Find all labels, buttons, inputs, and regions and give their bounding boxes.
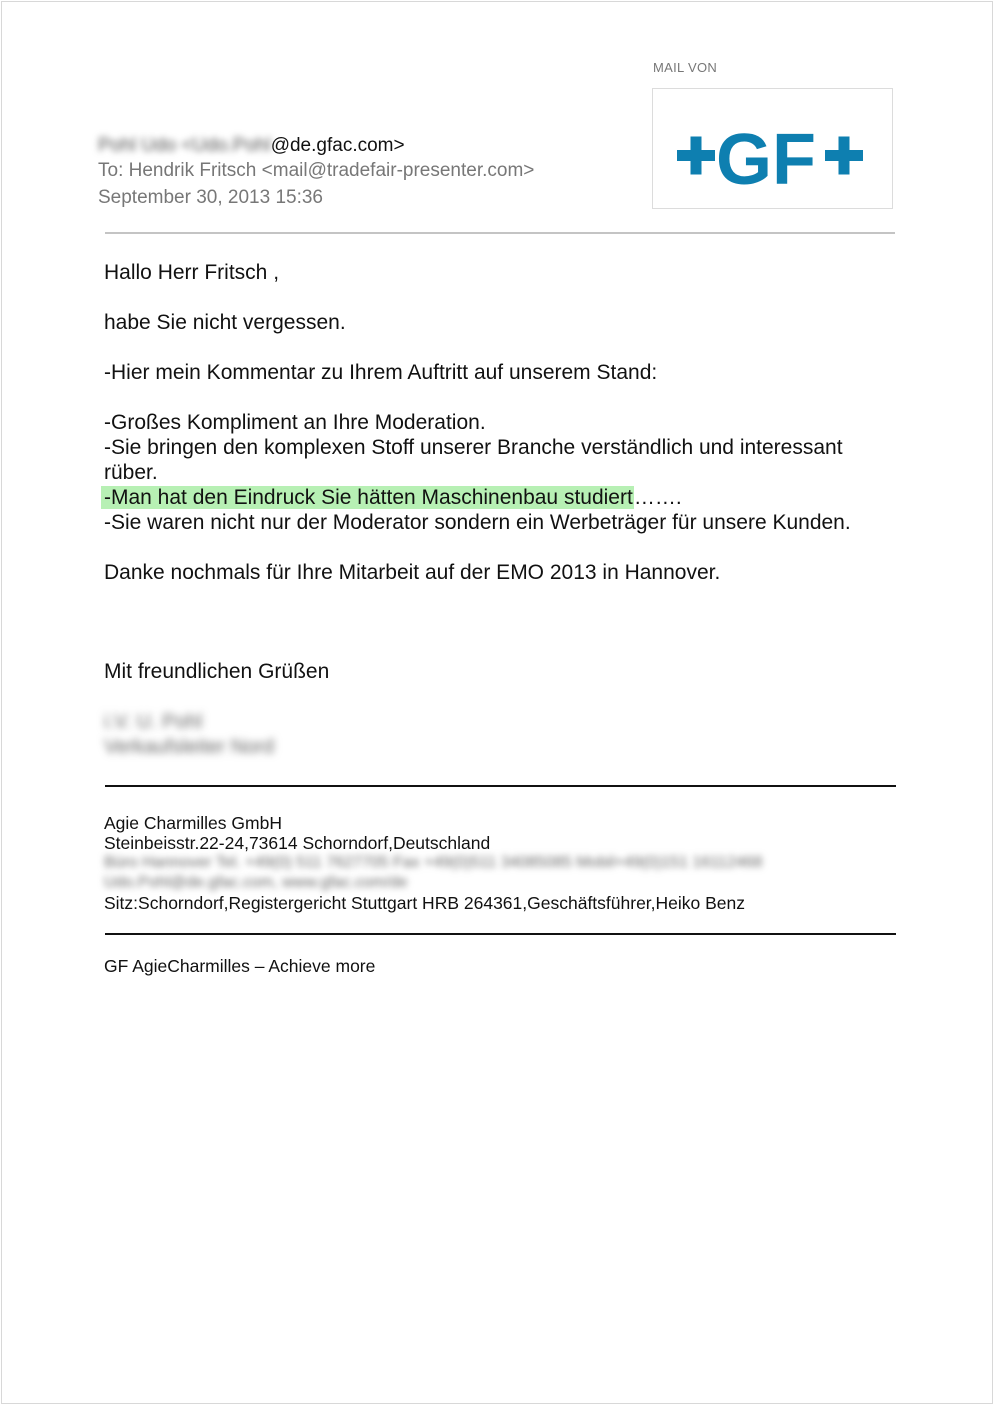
closing: Mit freundlichen Grüßen [104, 660, 330, 683]
gf-logo [652, 88, 893, 209]
body-line-1: habe Sie nicht vergessen. [104, 311, 346, 334]
email-from [98, 135, 405, 157]
signature-divider [105, 785, 896, 787]
email-to: To: Hendrik Fritsch <mail@tradefair-presenter.com> [98, 160, 535, 181]
body-line-2: -Hier mein Kommentar zu Ihrem Auftritt auf unserem Stand: [104, 361, 658, 384]
redacted-contact-web: Udo.Pohl@de.gfac.com, www.gfac.com/de [104, 874, 408, 891]
body-line-8: Danke nochmals für Ihre Mitarbeit auf der EMO 2013 in Hannover. [104, 561, 721, 584]
footer-company: Agie Charmilles GmbH [104, 813, 282, 833]
footer-registry: Sitz:Schorndorf,Registergericht Stuttgart HRB 264361,Geschäftsführer,Heiko Benz [104, 893, 746, 913]
body-line-7: -Sie waren nicht nur der Moderator sondern ein Werbeträger für unsere Kunden. [104, 511, 851, 534]
redacted-contact-phone: Büro Hannover Tel. +49(0) 511 7627705 Fax +49(0)511 34085085 Mobil+49(0)151 16112468 [104, 854, 763, 871]
footer-divider [105, 933, 896, 935]
redacted-sender: Pohl Udo <Udo.Pohl [98, 135, 271, 156]
body-line-4: -Sie bringen den komplexen Stoff unserer Branche verständlich und interessant [104, 436, 843, 459]
footer-address: Steinbeisstr.22-24,73614 Schorndorf,Deutschland [104, 833, 491, 853]
redacted-signature-title: Verkaufsleiter Nord [104, 736, 275, 758]
mail-von-label: MAIL VON [653, 60, 718, 75]
email-printout-page [1, 1, 993, 1404]
highlighted-text: -Man hat den Eindruck Sie hätten Maschinenbau studiert [101, 486, 634, 509]
greeting: Hallo Herr Fritsch , [104, 261, 280, 284]
redacted-signature-name: i.V. U. Pohl [104, 711, 203, 733]
from-domain: @de.gfac.com> [270, 135, 405, 156]
body-line-6 [104, 486, 682, 510]
body-line-3: -Großes Kompliment an Ihre Moderation. [104, 411, 486, 434]
gf-logo-graphic [653, 89, 894, 210]
email-date: September 30, 2013 15:36 [98, 187, 324, 208]
gf-logo-letters: GF [716, 120, 816, 200]
footer-tagline: GF AgieCharmilles – Achieve more [104, 956, 376, 976]
ellipsis-text: ……. [633, 486, 682, 509]
body-line-5: rüber. [104, 461, 158, 484]
header-divider [105, 232, 895, 234]
